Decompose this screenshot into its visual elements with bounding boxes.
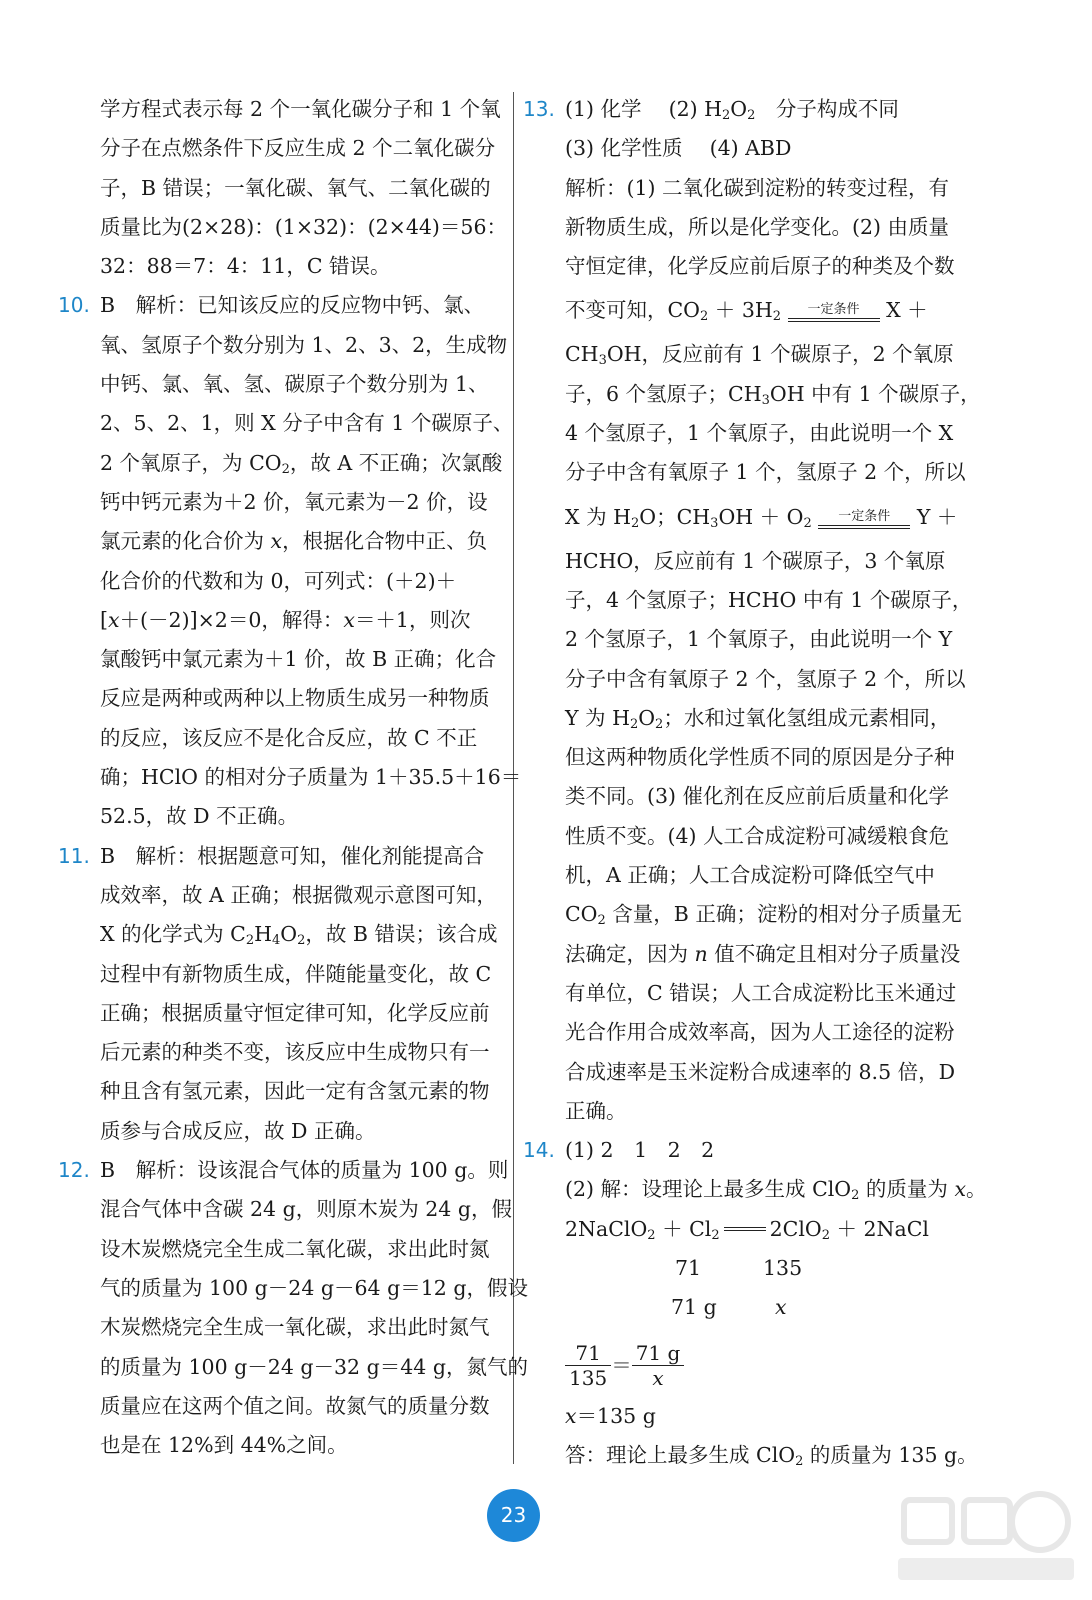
text-line: 分子在点燃条件下反应生成 2 个二氧化碳分 xyxy=(100,136,496,161)
text-line: 反应是两种或两种以上物质生成另一种物质 xyxy=(100,686,490,711)
text-line: 子，6 个氢原子；$CH_3OH$ 中有 1 个碳原子， xyxy=(565,381,981,408)
question-11 xyxy=(58,837,506,1151)
question-14: 14. (1) 2 1 2 2 (2) 解：设理论上最多生成 ClO$_2$ 的质量为 x。 2NaClO$_2$ ＋ $Cl_2$ 2ClO$_2$ ＋ 2NaCl 71 135 71 g x $\frac{71}{135}$ ＝ $\frac{71 g}{x}$ x＝135 g 答：理论上最多生成 ClO$_2$ 的质量为 135 g。 xyxy=(523,1131,975,1476)
question-number: 10. xyxy=(58,293,90,318)
text-line: [x＋(－2)]×2＝0，解得：x＝＋1，则次 xyxy=(100,607,471,632)
equation-line: X 为 $H_2O$；$CH_3OH + O_2$ 一定条件 Y ＋ xyxy=(565,504,958,531)
reaction-condition: 一定条件 xyxy=(788,303,880,322)
question-number: 12. xyxy=(58,1158,90,1183)
text-line: 类不同。(3) 催化剂在反应前后质量和化学 xyxy=(565,784,950,809)
result-line: x＝135 g xyxy=(565,1404,656,1429)
text-line: 分子中含有氧原子 1 个，氢原子 2 个，所以 xyxy=(565,460,966,485)
right-column xyxy=(523,90,987,1476)
text-line: Y 为 $H_2O_2$；水和过氧化氢组成元素相同， xyxy=(565,705,951,732)
fraction-right: $\frac{71 g}{x}$ xyxy=(632,1341,685,1390)
text-line: 气的质量为 100 g－24 g－64 g＝12 g，假设 xyxy=(100,1275,528,1300)
text-line: 质量比为(2×28)：(1×32)：(2×44)＝56： xyxy=(100,214,507,239)
text-line: 的反应，该反应不是化合反应，故 C 不正 xyxy=(100,725,478,750)
text-line: 子，4 个氢原子；HCHO 中有 1 个碳原子， xyxy=(565,587,973,612)
question-13: 13. (1) 化学 (2) $H_2O_2$ 分子构成不同 (3) 化学性质 (4) ABD 解析：(1) 二氧化碳到淀粉的转变过程，有 新物质生成，所以是化学变化。(2) 由质量 守恒定律，化学反应前后原子的种类及个数 不变可知，$CO_2 + 3H_2$ 一定条件 X ＋ $CH_3OH$，反应前有 1 个碳原子，2 个氧原 子，6 个氢原子；$CH_3OH$ 中有 1 个碳原子， 4 个氢原子，1 个氧原子，由此说明一个 X 分子中含有氧原子 1 个，氢原子 2 个，所以 X 为 $H_2O$；$CH_3OH + O_2$ 一定条件 Y ＋ HCHO，反应前有 1 个碳原子，3 个氧原 子，4 个氢原子；HCHO 中有 1 个碳原子， 2 个氢原子，1 个氧原子，由此说明一个 Y 分子中含有氧原子 2 个，氢原子 2 个，所以 Y 为 $H_2O_2$；水和过氧化氢组成元素相同， 但这两种物质化学性质不同的原因是分子种 类不同。(3) 催化剂在反应前后质量和化学 性质不变。(4) 人工合成淀粉可减缓粮食危 机，A 正确；人工合成淀粉可降低空气中 $CO_2$ 含量，B 正确；淀粉的相对分子质量无 法确定，因为 n 值不确定且相对分子质量没 有单位，C 错误；人工合成淀粉比玉米通过 光合作用合成效率高，因为人工途径的淀粉 合成速率是玉米淀粉合成速率的 8.5 倍，D 正确。 xyxy=(523,90,975,1131)
fraction-left: $\frac{71}{135}$ xyxy=(565,1341,611,1390)
chemical-equation: 2NaClO$_2$ ＋ $Cl_2$ 2ClO$_2$ ＋ 2NaCl xyxy=(565,1216,929,1243)
text-line: 守恒定律，化学反应前后原子的种类及个数 xyxy=(565,254,955,279)
reaction-condition: 一定条件 xyxy=(818,510,910,529)
text-line: 氯酸钙中氯元素为＋1 价，故 B 正确；化合 xyxy=(100,647,497,672)
text-line: 子，B 错误；一氧化碳、氧气、二氧化碳的 xyxy=(100,175,491,200)
equals-sign xyxy=(724,1227,766,1231)
text-line: 质量应在这两个值之间。故氮气的质量分数 xyxy=(100,1393,490,1418)
text-line: 后元素的种类不变，该反应中生成物只有一 xyxy=(100,1040,490,1065)
text-line: 学方程式表示每 2 个一氧化碳分子和 1 个氧 xyxy=(100,97,501,121)
equation-line: 不变可知，$CO_2 + 3H_2$ 一定条件 X ＋ xyxy=(565,298,928,325)
text-line: 钙中钙元素为＋2 价，氧元素为－2 价，设 xyxy=(100,489,488,514)
text-line: 氧、氢原子个数分别为 1、2、3、2，生成物 xyxy=(100,332,508,357)
text-line: 4 个氢原子，1 个氧原子，由此说明一个 X xyxy=(565,421,954,446)
left-column xyxy=(58,90,528,1465)
text-line: 法确定，因为 n 值不确定且相对分子质量没 xyxy=(565,941,961,966)
text-line: 但这两种物质化学性质不同的原因是分子种 xyxy=(565,745,955,770)
text-line: 质参与合成反应，故 D 正确。 xyxy=(100,1118,376,1143)
page-number-badge: 23 xyxy=(487,1489,540,1542)
text-line: 2 个氧原子，为 $CO_2$，故 A 不正确；次氯酸 xyxy=(100,450,503,477)
answer-line: 答：理论上最多生成 ClO$_2$ 的质量为 135 g。 xyxy=(565,1443,978,1470)
answer-text: B 解析：已知该反应的反应物中钙、氯、 xyxy=(100,293,485,318)
text-line: 设木炭燃烧完全生成二氧化碳，求出此时氮 xyxy=(100,1236,490,1261)
question-number: 11. xyxy=(58,843,90,868)
text-line: 化合价的代数和为 0，可列式：(＋2)＋ xyxy=(100,568,457,593)
answer-text: B 解析：根据题意可知，催化剂能提高合 xyxy=(100,843,485,868)
text-line: 合成速率是玉米淀粉合成速率的 8.5 倍，D xyxy=(565,1059,956,1084)
text-line: 32：88＝7：4：11，C 错误。 xyxy=(100,254,391,279)
text-line: 中钙、氯、氧、氢、碳原子个数分别为 1、 xyxy=(100,372,489,397)
text-line: HCHO，反应前有 1 个碳原子，3 个氧原 xyxy=(565,548,946,573)
question-10 xyxy=(58,286,522,836)
text-line: 新物质生成，所以是化学变化。(2) 由质量 xyxy=(565,214,950,239)
question-12 xyxy=(58,1151,528,1465)
mass-value-line: 71 g x xyxy=(671,1295,787,1320)
text-line: (2) 解：设理论上最多生成 ClO$_2$ 的质量为 x。 xyxy=(565,1177,987,1204)
text-line: 也是在 12%到 44%之间。 xyxy=(100,1433,348,1458)
text-line: 机，A 正确；人工合成淀粉可降低空气中 xyxy=(565,863,935,888)
mass-ratio-line: 71 135 xyxy=(675,1256,803,1281)
text-line: 性质不变。(4) 人工合成淀粉可减缓粮食危 xyxy=(565,823,950,848)
text-line: 种且含有氢元素，因此一定有含氢元素的物 xyxy=(100,1079,490,1104)
text-line: 混合气体中含碳 24 g，则原木炭为 24 g，假 xyxy=(100,1197,512,1222)
text-line: 有单位，C 错误；人工合成淀粉比玉米通过 xyxy=(565,980,957,1005)
text-line: (3) 化学性质 (4) ABD xyxy=(565,136,792,161)
question-number: 14. xyxy=(523,1138,555,1163)
text-line: 光合作用合成效率高，因为人工途径的淀粉 xyxy=(565,1020,955,1045)
text-line: 过程中有新物质生成，伴随能量变化，故 C xyxy=(100,961,492,986)
text-line: 2 个氢原子，1 个氧原子，由此说明一个 Y xyxy=(565,627,953,652)
text-line: 分子中含有氧原子 2 个，氢原子 2 个，所以 xyxy=(565,666,966,691)
text-line: 2、5、2、1，则 X 分子中含有 1 个碳原子、 xyxy=(100,411,514,436)
text-line: 氯元素的化合价为 x，根据化合物中正、负 xyxy=(100,529,488,554)
text-line: 成效率，故 A 正确；根据微观示意图可知， xyxy=(100,882,497,907)
text-line: $CO_2$ 含量，B 正确；淀粉的相对分子质量无 xyxy=(565,902,962,929)
text-line: 52.5，故 D 不正确。 xyxy=(100,804,299,829)
text-line: 的质量为 100 g－24 g－32 g＝44 g，氮气的 xyxy=(100,1354,528,1379)
text-line: 确；HClO 的相对分子质量为 1＋35.5＋16＝ xyxy=(100,765,522,790)
proportion: $\frac{71}{135}$ ＝ $\frac{71 g}{x}$ xyxy=(523,1328,975,1398)
answer-text: B 解析：设该混合气体的质量为 100 g。则 xyxy=(100,1158,509,1183)
text-line: 木炭燃烧完全生成一氧化碳，求出此时氮气 xyxy=(100,1315,490,1340)
question-number: 13. xyxy=(523,97,555,121)
text-line: 正确；根据质量守恒定律可知，化学反应前 xyxy=(100,1000,490,1025)
text-line: 正确。 xyxy=(565,1098,627,1123)
text-line: X 的化学式为 $C_2H_4O_2$，故 B 错误；该合成 xyxy=(100,922,498,949)
text-line: $CH_3OH$，反应前有 1 个碳原子，2 个氧原 xyxy=(565,342,954,369)
text-line: 解析：(1) 二氧化碳到淀粉的转变过程，有 xyxy=(565,175,950,200)
watermark-logo xyxy=(890,1480,1080,1590)
